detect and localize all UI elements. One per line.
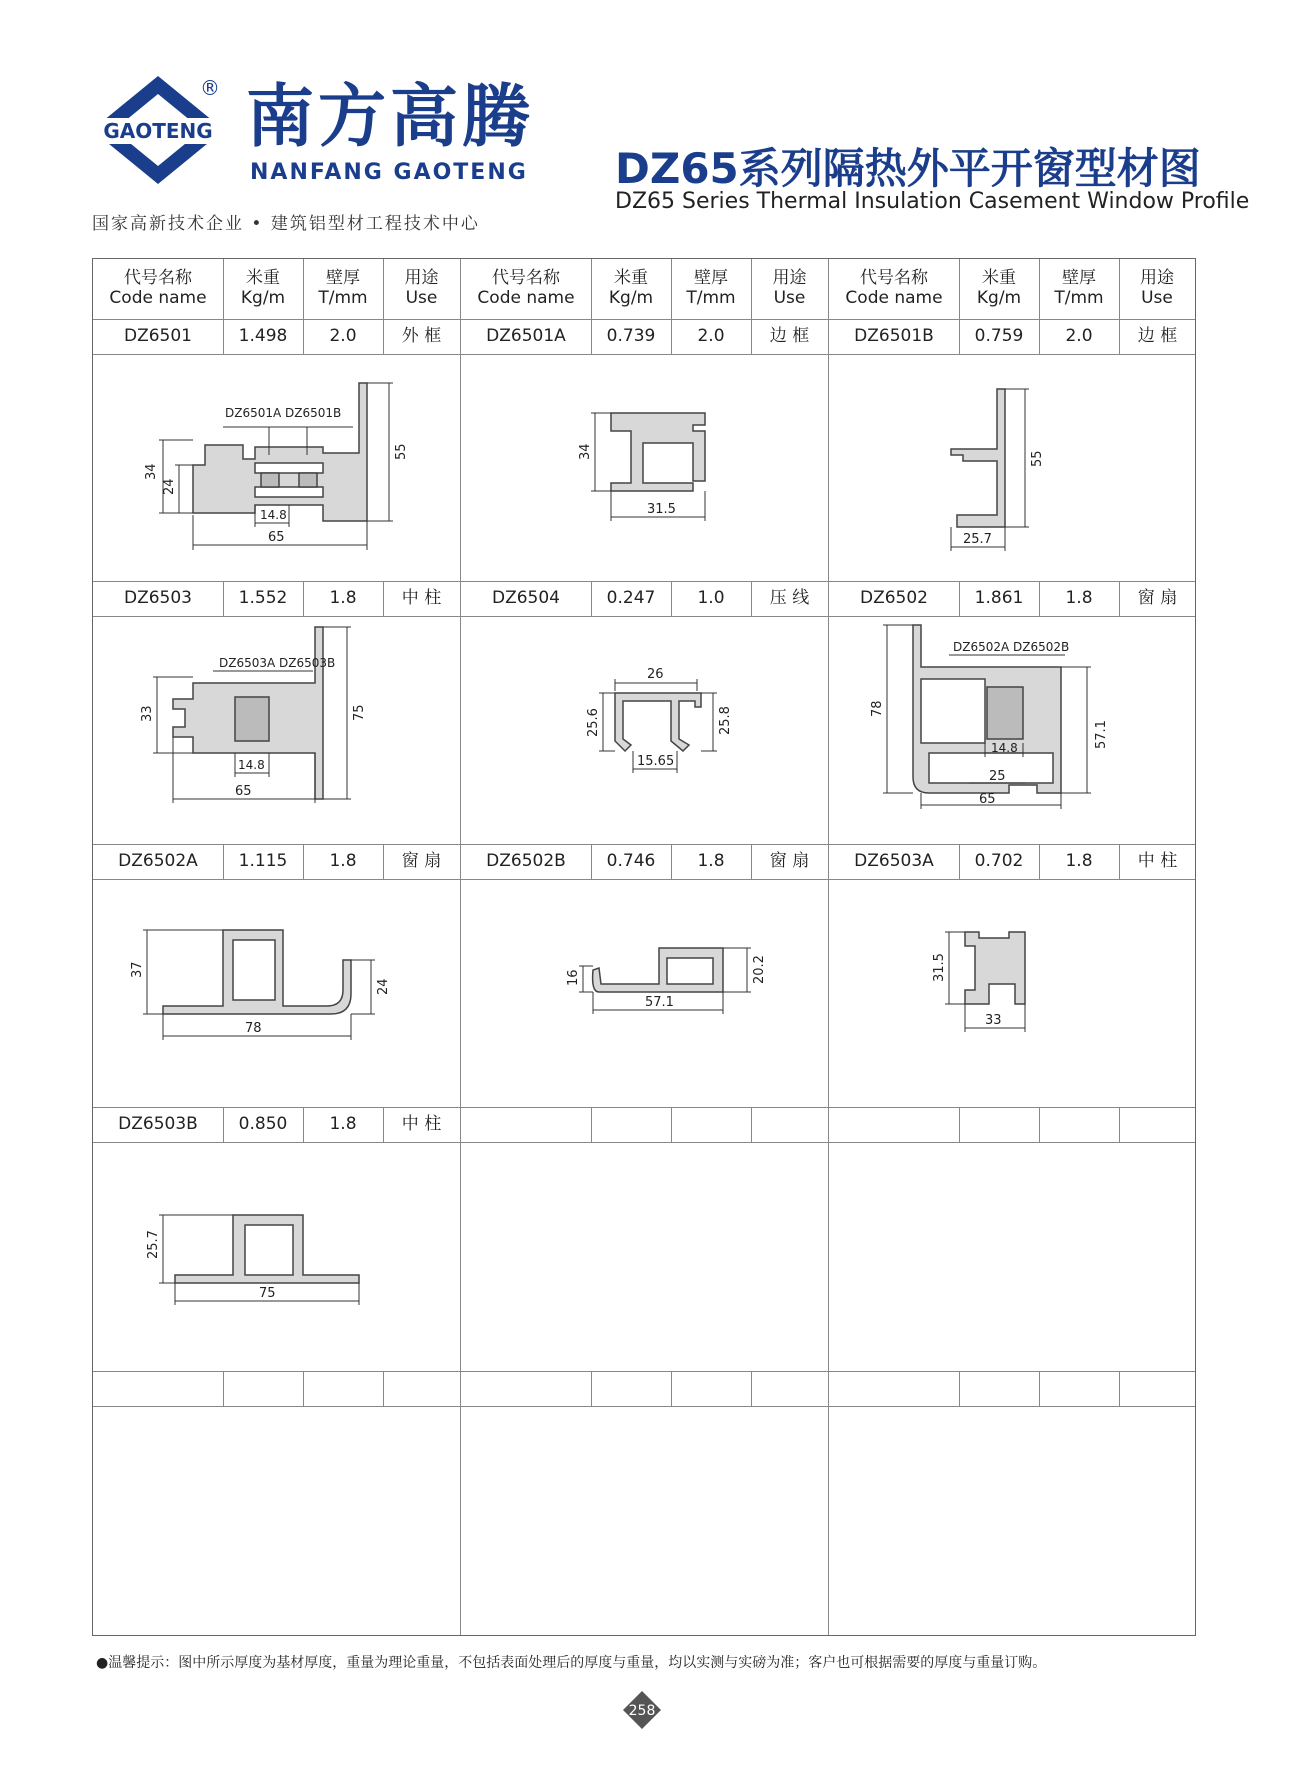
profile-weight-cell [591,1371,671,1406]
profile-use-cell: 窗 扇 [401,850,442,871]
dim-label: 26 [647,667,664,682]
profile-use-cell: 压 线 [769,587,810,608]
brand-name-en: NANFANG GAOTENG [250,160,528,185]
profile-weight-cell: 1.552 [238,587,288,608]
dim-label: 25.7 [146,1230,161,1259]
profile-thick-cell [671,1371,751,1406]
dim-label: 33 [140,705,155,722]
profile-weight-cell: 0.759 [974,325,1024,346]
dim-label: 31.5 [932,953,947,982]
dim-label: 75 [352,704,367,721]
header-weight: 米重 Kg/m [976,268,1022,308]
footnote: ●温馨提示：图中所示厚度为基材厚度，重量为理论重量，不包括表面处理后的厚度与重量，均以实测与实磅为准；客户也可根据需要的厚度与重量订购。 [96,1655,1047,1671]
dim-label: 65 [235,784,252,799]
dim-label: 14.8 [238,758,265,772]
dim-label: 24 [376,978,391,995]
dim-label: 25.8 [718,706,733,735]
profile-table [92,258,1196,1636]
dim-label: 55 [1030,450,1045,467]
profile-use-cell: 窗 扇 [769,850,810,871]
profile-drawing-dz6502b [461,880,828,1107]
dim-label: 14.8 [991,741,1018,755]
header-use: 用途 Use [772,268,807,308]
profile-code-cell: DZ6501 [124,325,192,346]
header-use: 用途 Use [1140,268,1174,308]
brand-name-cn: 南方高腾 [246,78,535,157]
profile-weight-cell: 0.739 [606,325,656,346]
profile-use-cell [1119,1371,1196,1406]
profile-drawing-dz6503a [829,880,1195,1107]
profile-code-cell [93,1371,223,1406]
profile-drawing-dz6502 [829,617,1195,844]
profile-weight-cell: 1.115 [238,850,288,871]
dim-label: 16 [566,969,581,986]
dim-label: 34 [144,463,159,480]
profile-use-cell [751,1107,828,1142]
profile-code-cell: DZ6503B [118,1113,198,1134]
profile-weight-cell: 1.861 [974,587,1024,608]
profile-code-cell [461,1371,591,1406]
profile-use-cell [383,1371,460,1406]
profile-weight-cell [959,1107,1039,1142]
profile-code-cell: DZ6503 [124,587,192,608]
dim-label: 25.6 [586,708,601,737]
logo-text: GAOTENG [103,119,213,143]
dim-label: 24 [162,478,177,495]
dim-label: 78 [870,700,885,717]
dim-parts: DZ6503A DZ6503B [219,656,336,670]
profile-thick-cell: 1.8 [697,850,725,871]
profile-code-cell: DZ6501A [486,325,566,346]
profile-thick-cell: 1.8 [329,1113,357,1134]
profile-thick-cell [1039,1107,1119,1142]
page-number-badge [622,1690,662,1730]
registered-mark: ® [200,76,220,100]
profile-drawing-dz6503b [93,1143,460,1371]
profile-thick-cell: 2.0 [329,325,357,346]
profile-use-cell: 边 框 [769,325,810,346]
header-weight: 米重 Kg/m [608,268,654,308]
profile-weight-cell: 0.746 [606,850,656,871]
profile-use-cell: 中 柱 [401,1113,442,1134]
dim-label: 57.1 [1094,720,1109,749]
dim-label: 14.8 [260,508,287,522]
profile-drawing-dz6501a [461,355,828,581]
profile-thick-cell: 1.8 [1065,850,1093,871]
profile-use-cell: 窗 扇 [1137,587,1178,608]
dim-parts: DZ6501A DZ6501B [225,406,342,420]
header-thickness: 壁厚 T/mm [686,268,736,308]
profile-code-cell: DZ6502 [860,587,928,608]
dim-label: 25.7 [963,532,992,547]
company-tagline: 国家高新技术企业 • 建筑铝型材工程技术中心 [92,214,480,234]
profile-thick-cell: 1.8 [329,850,357,871]
profile-code-cell: DZ6504 [492,587,560,608]
profile-thick-cell: 1.0 [697,587,725,608]
profile-use-cell [1119,1107,1196,1142]
profile-code-cell: DZ6502A [118,850,198,871]
dim-label: 31.5 [647,502,676,517]
profile-use-cell: 中 柱 [401,587,442,608]
profile-drawing-dz6502a [93,880,460,1107]
profile-use-cell: 外 框 [401,325,442,346]
profile-thick-cell: 1.8 [1065,587,1093,608]
dim-label: 78 [245,1021,262,1036]
profile-weight-cell [223,1371,303,1406]
header-thickness: 壁厚 T/mm [318,268,368,308]
profile-weight-cell: 1.498 [238,325,288,346]
profile-code-cell: DZ6502B [486,850,566,871]
page-number: 258 [628,1703,656,1719]
dim-label: 20.2 [752,955,767,984]
dim-label: 57.1 [645,995,674,1010]
header-code: 代号名称 Code name [477,268,575,308]
header-thickness: 壁厚 T/mm [1054,268,1104,308]
dim-label: 15.65 [637,754,675,769]
header-code: 代号名称 Code name [109,268,207,308]
dim-label: 33 [985,1013,1002,1028]
profile-drawing-dz6501 [93,355,460,581]
profile-use-cell [751,1371,828,1406]
profile-use-cell: 中 柱 [1137,850,1178,871]
profile-thick-cell [1039,1371,1119,1406]
header-use: 用途 Use [404,268,439,308]
page-title-en: DZ65 Series Thermal Insulation Casement Window Profile [615,189,1250,214]
profile-drawing-dz6504 [461,617,828,844]
profile-weight-cell [959,1371,1039,1406]
profile-thick-cell [303,1371,383,1406]
profile-code-cell [461,1107,591,1142]
profile-code-cell: DZ6501B [854,325,934,346]
profile-thick-cell [671,1107,751,1142]
profile-weight-cell [591,1107,671,1142]
dim-label: 34 [578,443,593,460]
dim-parts: DZ6502A DZ6502B [953,640,1070,654]
dim-label: 55 [394,443,409,460]
profile-weight-cell: 0.247 [606,587,656,608]
profile-drawing-dz6503 [93,617,460,844]
profile-thick-cell: 1.8 [329,587,357,608]
dim-label: 65 [268,530,285,545]
profile-code-cell [829,1371,959,1406]
profile-code-cell [829,1107,959,1142]
dim-label: 37 [130,961,145,978]
dim-label: 75 [259,1286,276,1301]
profile-use-cell: 边 框 [1137,325,1178,346]
profile-drawing-dz6501b [829,355,1195,581]
dim-label: 25 [989,769,1006,784]
profile-thick-cell: 2.0 [1065,325,1093,346]
header-weight: 米重 Kg/m [240,268,286,308]
profile-code-cell: DZ6503A [854,850,934,871]
dim-label: 65 [979,792,996,807]
profile-weight-cell: 0.850 [238,1113,288,1134]
page-title-cn: DZ65系列隔热外平开窗型材图 [615,144,1201,193]
header-code: 代号名称 Code name [845,268,943,308]
profile-weight-cell: 0.702 [974,850,1024,871]
profile-thick-cell: 2.0 [697,325,725,346]
